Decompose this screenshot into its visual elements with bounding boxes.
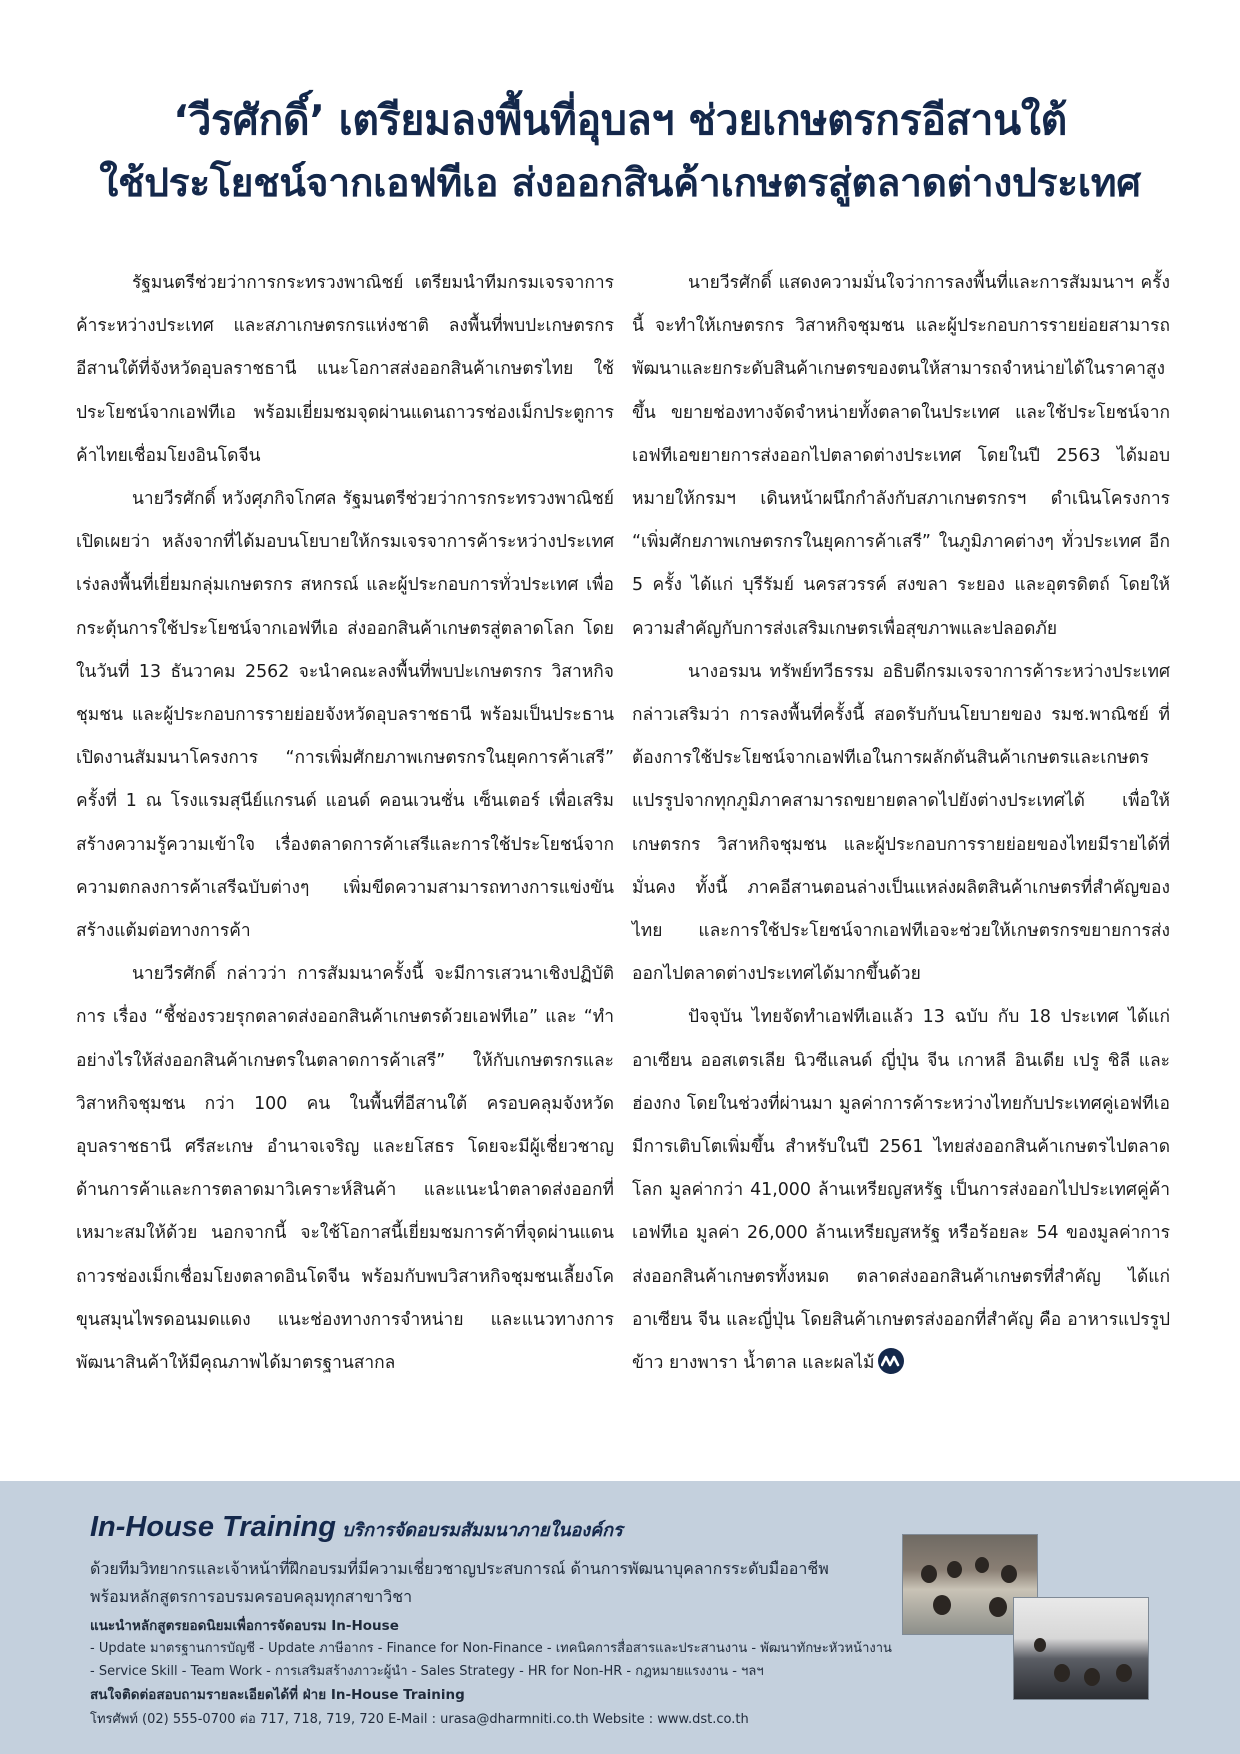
ad-contact-heading: สนใจติดต่อสอบถามรายละเอียดได้ที่ ฝ่าย In-House Training bbox=[90, 1687, 465, 1703]
paragraph: นางอรมน ทรัพย์ทวีธรรม อธิบดีกรมเจรจาการค้าระหว่างประเทศ กล่าวเสริมว่า การลงพื้นที่ครั้งนี้ สอดรับกับนโยบายของ รมช.พาณิชย์ ที่ต้องการใช้ประโยชน์จากเอฟทีเอในการผลักดันสินค้าเกษตรและเกษตรแปรรูปจากทุกภูมิภาคสามารถขยายตลาดไปยังต่างประเทศได้ เพื่อให้เกษตรกร วิสาหกิจชุมชน และผู้ประกอบการรายย่อยของไทยมีรายได้ที่มั่นคง ทั้งนี้ ภาคอีสานตอนล่างเป็นแหล่งผลิตสินค้าเกษตรที่สำคัญของไทย และการใช้ประโยชน์จากเอฟทีเอจะช่วยให้เกษตรกรขยายการส่งออกไปตลาดต่างประเทศได้มากขึ้นด้วย bbox=[632, 661, 1170, 985]
ad-courses-list-1: - Update มาตรฐานการบัญชี - Update ภาษีอากร - Finance for Non-Finance - เทคนิคการสื่อสารและประสานงาน - พัฒนาทักษะหัวหน้างาน bbox=[90, 1641, 892, 1656]
headline-line-1: ‘วีรศักดิ์’ เตรียมลงพื้นที่อุบลฯ ช่วยเกษตรกรอีสานใต้ bbox=[173, 96, 1067, 144]
paragraph-last bbox=[632, 996, 1170, 1385]
training-photo-2 bbox=[1013, 1597, 1149, 1700]
paragraph: นายวีรศักดิ์ กล่าวว่า การสัมมนาครั้งนี้ จะมีการเสวนาเชิงปฏิบัติการ เรื่อง “ชี้ช่องรวยรุกตลาดส่งออกสินค้าเกษตรด้วยเอฟทีเอ” และ “ทำอย่างไรให้ส่งออกสินค้าเกษตรในตลาดการค้าเสรี” ให้กับเกษตรกรและวิสาหกิจชุมชน กว่า 100 คน ในพื้นที่อีสานใต้ ครอบคลุมจังหวัดอุบลราชธานี ศรีสะเกษ อำนาจเจริญ และยโสธร โดยจะมีผู้เชี่ยวชาญด้านการค้าและการตลาดมาวิเคราะห์สินค้า และแนะนำตลาดส่งออกที่เหมาะสมให้ด้วย นอกจากนี้ จะใช้โอกาสนี้เยี่ยมชมการค้าที่จุดผ่านแดนถาวรช่องเม็กเชื่อมโยงตลาดอินโดจีน พร้อมกับพบวิสาหกิจชุมชนเลี้ยงโคขุนสมุนไพรดอนมดแดง แนะช่องทางการจำหน่าย และแนวทางการพัฒนาสินค้าให้มีคุณภาพได้มาตรฐานสากล bbox=[76, 964, 614, 1374]
ad-brand: In-House Training bbox=[90, 1511, 336, 1543]
headline-line-2: ใช้ประโยชน์จากเอฟทีเอ ส่งออกสินค้าเกษตรสู่ตลาดต่างประเทศ bbox=[99, 161, 1141, 206]
paragraph: นายวีรศักดิ์ แสดงความมั่นใจว่าการลงพื้นที่และการสัมมนาฯ ครั้งนี้ จะทำให้เกษตรกร วิสาหกิจชุมชน และผู้ประกอบการรายย่อยสามารถพัฒนาและยกระดับสินค้าเกษตรของตนให้สามารถจำหน่ายได้ในราคาสูงขึ้น ขยายช่องทางจัดจำหน่ายทั้งตลาดในประเทศ และใช้ประโยชน์จากเอฟทีเอขยายการส่งออกไปตลาดต่างประเทศ โดยในปี 2563 ได้มอบหมายให้กรมฯ เดินหน้าผนึกกำลังกับสภาเกษตรกรฯ ดำเนินโครงการ “เพิ่มศักยภาพเกษตรกรในยุคการค้าเสรี” ในภูมิภาคต่างๆ ทั่วประเทศ อีก 5 ครั้ง ได้แก่ บุรีรัมย์ นครสวรรค์ สงขลา ระยอง และอุตรดิตถ์ โดยให้ความสำคัญกับการส่งเสริมเกษตรเพื่อสุขภาพและปลอดภัย bbox=[632, 273, 1170, 639]
headline bbox=[60, 92, 1180, 210]
wave-logo-icon bbox=[878, 1348, 904, 1374]
article-column-left bbox=[76, 262, 614, 1385]
ad-courses-heading: แนะนำหลักสูตรยอดนิยมเพื่อการจัดอบรม In-House bbox=[90, 1618, 399, 1634]
article-column-right bbox=[632, 262, 1170, 1385]
paragraph: รัฐมนตรีช่วยว่าการกระทรวงพาณิชย์ เตรียมนำทีมกรมเจรจาการค้าระหว่างประเทศ และสภาเกษตรกรแห่งชาติ ลงพื้นที่พบปะเกษตรกรอีสานใต้ที่จังหวัดอุบลราชธานี แนะโอกาสส่งออกสินค้าเกษตรไทย ใช้ประโยชน์จากเอฟทีเอ พร้อมเยี่ยมชมจุดผ่านแดนถาวรช่องเม็กประตูการค้าไทยเชื่อมโยงอินโดจีน bbox=[76, 273, 614, 466]
ad-description-2: พร้อมหลักสูตรการอบรมครอบคลุมทุกสาขาวิชา bbox=[90, 1587, 413, 1606]
ad-contact-details: โทรศัพท์ (02) 555-0700 ต่อ 717, 718, 719, 720 E-Mail : urasa@dharmniti.co.th Website : www.dst.co.th bbox=[90, 1712, 749, 1727]
ad-title bbox=[90, 1511, 623, 1544]
ad-courses-list-2: - Service Skill - Team Work - การเสริมสร้างภาวะผู้นำ - Sales Strategy - HR for Non-HR - กฎหมายแรงงาน - ฯลฯ bbox=[90, 1664, 764, 1679]
in-house-training-ad bbox=[0, 1481, 1240, 1754]
ad-subtitle: บริการจัดอบรมสัมมนาภายในองค์กร bbox=[341, 1520, 623, 1541]
ad-description-1: ด้วยทีมวิทยากรและเจ้าหน้าที่ฝึกอบรมที่มีความเชี่ยวชาญประสบการณ์ ด้านการพัฒนาบุคลากรระดับมืออาชีพ bbox=[90, 1559, 829, 1578]
paragraph: นายวีรศักดิ์ หวังศุภกิจโกศล รัฐมนตรีช่วยว่าการกระทรวงพาณิชย์ เปิดเผยว่า หลังจากที่ได้มอบนโยบายให้กรมเจรจาการค้าระหว่างประเทศ เร่งลงพื้นที่เยี่ยมกลุ่มเกษตรกร สหกรณ์ และผู้ประกอบการทั่วประเทศ เพื่อกระตุ้นการใช้ประโยชน์จากเอฟทีเอ ส่งออกสินค้าเกษตรสู่ตลาดโลก โดยในวันที่ 13 ธันวาคม 2562 จะนำคณะลงพื้นที่พบปะเกษตรกร วิสาหกิจชุมชน และผู้ประกอบการรายย่อยจังหวัดอุบลราชธานี พร้อมเป็นประธานเปิดงานสัมมนาโครงการ “การเพิ่มศักยภาพเกษตรกรในยุคการค้าเสรี” ครั้งที่ 1 ณ โรงแรมสุนีย์แกรนด์ แอนด์ คอนเวนชั่น เซ็นเตอร์ เพื่อเสริมสร้างความรู้ความเข้าใจ เรื่องตลาดการค้าเสรีและการใช้ประโยชน์จากความตกลงการค้าเสรีฉบับต่างๆ เพิ่มขีดความสามารถทางการแข่งขัน สร้างแต้มต่อทางการค้า bbox=[76, 489, 614, 942]
paragraph-text: ปัจจุบัน ไทยจัดทำเอฟทีเอแล้ว 13 ฉบับ กับ 18 ประเทศ ได้แก่ อาเซียน ออสเตรเลีย นิวซีแลนด์ ญี่ปุ่น จีน เกาหลี อินเดีย เปรู ชิลี และฮ่องกง โดยในช่วงที่ผ่านมา มูลค่าการค้าระหว่างไทยกับประเทศคู่เอฟทีเอมีการเติบโตเพิ่มขึ้น สำหรับในปี 2561 ไทยส่งออกสินค้าเกษตรไปตลาดโลก มูลค่ากว่า 41,000 ล้านเหรียญสหรัฐ เป็นการส่งออกไปประเทศคู่ค้าเอฟทีเอ มูลค่า 26,000 ล้านเหรียญสหรัฐ หรือร้อยละ 54 ของมูลค่าการส่งออกสินค้าเกษตรทั้งหมด ตลาดส่งออกสินค้าเกษตรที่สำคัญ ได้แก่ อาเซียน จีน และญี่ปุ่น โดยสินค้าเกษตรส่งออกที่สำคัญ คือ อาหารแปรรูป ข้าว ยางพารา น้ำตาล และผลไม้ bbox=[632, 1007, 1170, 1374]
